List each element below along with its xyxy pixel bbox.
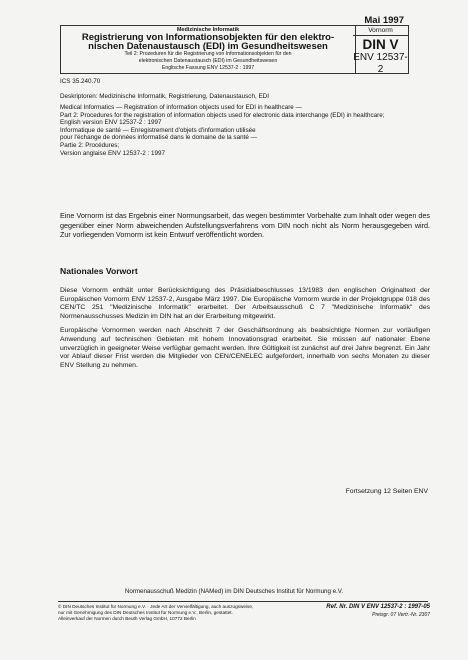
subtitle-line-2: elektronischen Datenaustausch (EDI) im Gesundheitswesen <box>138 57 278 64</box>
title-line-2: nischen Datenaustausch (EDI) im Gesundheitswesen <box>88 41 328 52</box>
standard-id-cell <box>353 26 408 73</box>
copyright-line: Alleinverkauf der Normen durch Beuth Verlag GmbH, 10772 Berlin <box>58 616 196 622</box>
reference-number: Ref. Nr. DIN V ENV 12537-2 : 1997-05 <box>326 604 430 610</box>
footer-divider <box>58 601 428 602</box>
foreword-paragraph: Europäische Vornormen werden nach Abschnitt 7 der Geschäftsordnung als beabsichtigte Normen zur vorläufigen Anwendung auf technischen Gebieten mit hohem Innovationsgrad erarbeitet. Sie müssen auf nationaler Ebene unverzüglich in geeigneter Weise verfügbar gemacht werden. Ihre Gültigkeit ist zunächst auf drei Jahre begrenzt. Ein Jahr vor Ablauf dieser Frist werden die Mitglieder von CEN/CENELEC aufgefordert, innerhalb von sechs Monaten zu dieser ENV Stellung zu nehmen. <box>60 327 430 369</box>
vornorm-label: Vornorm <box>353 26 408 36</box>
copyright-line: © DIN Deutsches Institut für Normung e.V. · Jede Art der Vervielfältigung, auch auszugsweise, <box>58 604 254 609</box>
subtitle-line-1: Teil 2: Prozeduren für die Registrierung von Informationsobjekten für den <box>124 51 292 57</box>
translation-line: Medical Informatics — Registration of information objects used for EDI in healthcare — <box>60 104 302 111</box>
vornorm-notice: Eine Vornorm ist das Ergebnis einer Normungsarbeit, das wegen bestimmter Vorbehalte zum Inhalt oder wegen des gegenüber einer Norm abweichenden Aufstellungsverfahrens vom DIN noch nicht als Norm herausgegeben wird. Zur vorliegenden Vornorm ist kein Entwurf veröffentlicht worden. <box>60 211 430 240</box>
translation-line: Partie 2: Procédures; <box>60 141 120 149</box>
translation-line: Informatique de santé — Enregistrement d'objets d'information utilisée <box>60 126 256 134</box>
copyright-line: nur mit Genehmigung des DIN Deutsches Institut für Normung e.V., Berlin, gestattet. <box>58 610 233 616</box>
translation-line: pour l'échange de données informatisé dans le domaine de la santé — <box>60 134 257 142</box>
reference-block <box>280 604 430 619</box>
descriptors: Deskriptoren: Medizinische Informatik, Registrierung, Datenaustausch, EDI <box>60 93 269 100</box>
translation-line: Part 2: Procedures for the registration of information objects used for electronic data interchange (EDI) in healthcare; <box>60 111 385 119</box>
committee-line: Normenausschuß Medizin (NAMed) im DIN Deutsches Institut für Normung e.V. <box>124 588 344 595</box>
translation-line: English version ENV 12537-2 : 1997 <box>60 119 162 127</box>
title-line-1: Registrierung von Informationsobjekten für den elektro- <box>81 32 335 43</box>
category-label: Medizinische Informatik <box>176 27 240 33</box>
title-translations <box>60 104 430 157</box>
copyright-notice <box>58 604 298 623</box>
continuation-note: Fortsetzung 12 Seiten ENV <box>345 488 428 495</box>
ics-code: ICS 35.240.70 <box>60 78 101 85</box>
din-v-label: DIN V <box>362 37 399 52</box>
title-cell <box>61 26 356 73</box>
price-group: Preisgr. 07 Vertr.-Nr. 2307 <box>372 611 430 618</box>
translation-line: Version anglaise ENV 12537-2 : 1997 <box>60 149 166 157</box>
foreword-paragraph: Diese Vornorm enthält unter Berücksichtigung des Präsidialbeschlusses 13/1983 den englischen Originaltext der Europäischen Vornorm ENV 12537-2, Ausgabe März 1997. Die Europäische Vornorm wurde in der Projektgruppe 018 des CEN/TC 251 "Medizinische Informatik" erarbeitet. Der Arbeitsausschuß C 7 "Medizinische Informatik" des Normenausschusses Medizin im DIN hat an der Erarbeitung mitgewirkt. <box>60 287 430 320</box>
publication-date: Mai 1997 <box>364 15 404 26</box>
env-number: ENV 12537-2 <box>353 52 408 75</box>
title-block <box>60 25 409 74</box>
national-foreword-heading: Nationales Vorwort <box>60 266 138 276</box>
national-foreword-body <box>60 287 430 376</box>
subtitle-line-3: Englische Fassung ENV 12537-2 : 1997 <box>161 64 255 71</box>
